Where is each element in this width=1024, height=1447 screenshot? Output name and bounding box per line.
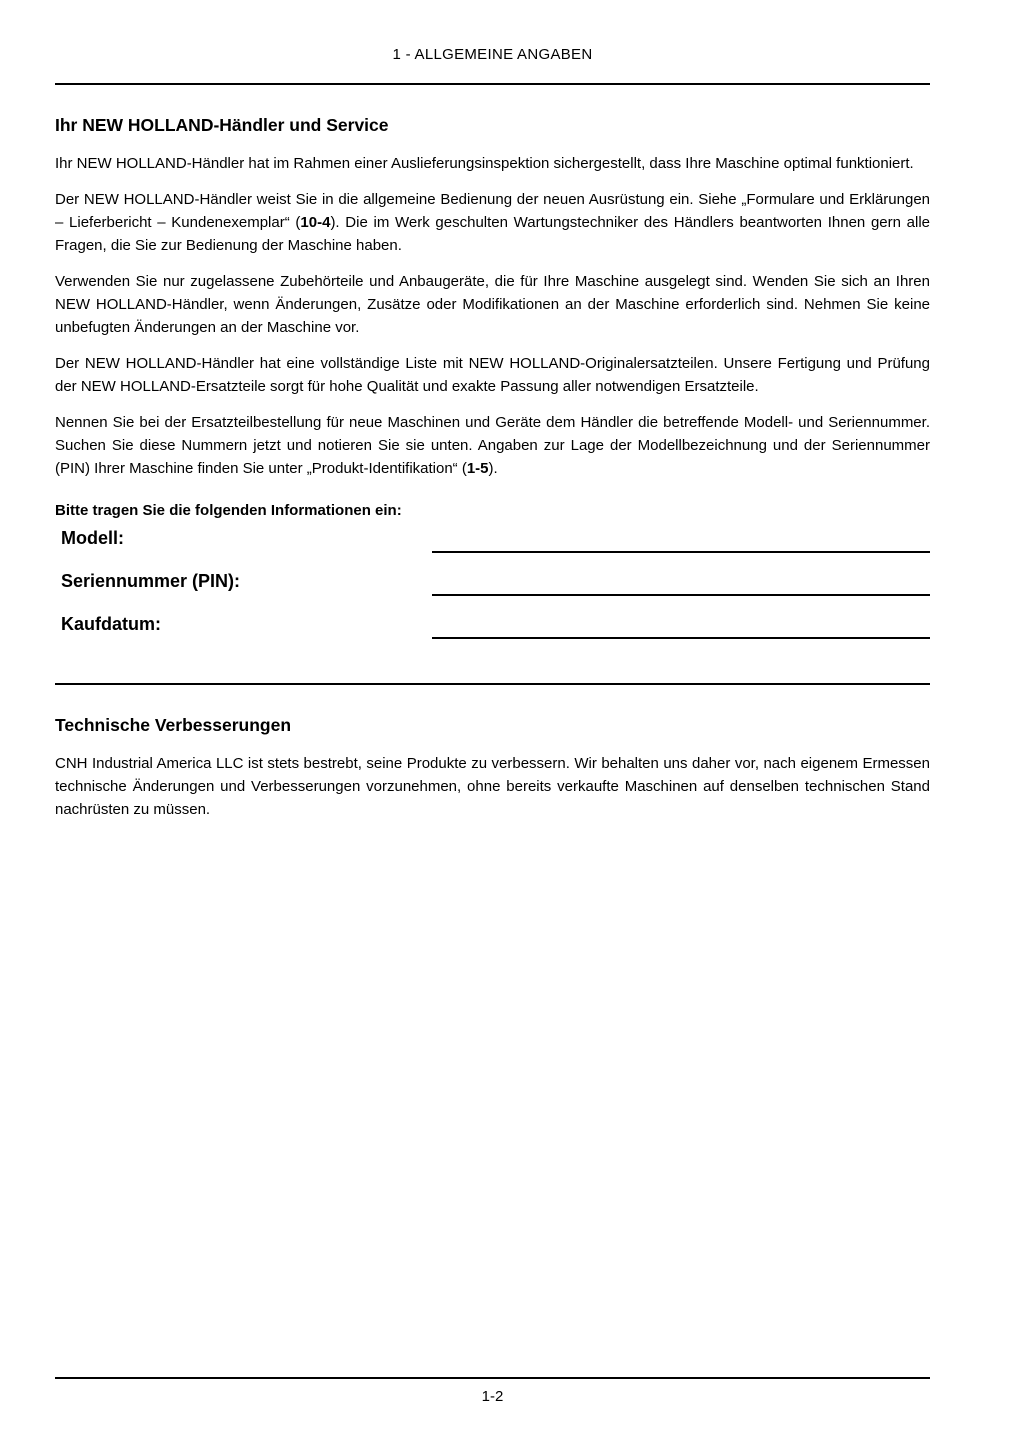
paragraph: CNH Industrial America LLC ist stets bestrebt, seine Produkte zu verbessern. Wir behalten uns daher vor, nach eigenem Ermessen technische Änderungen und Verbesserungen vorzunehmen, ohne bereits verkaufte Maschinen auf denselben technischen Stand nachrüsten zu müssen.	[55, 755, 930, 818]
section-divider-rule	[55, 683, 930, 685]
chapter-title: 1 - ALLGEMEINE ANGABEN	[392, 46, 593, 63]
form-field-seriennummer	[55, 566, 930, 596]
technical-improvements-section	[55, 715, 930, 821]
page-footer	[55, 1377, 930, 1405]
paragraph: Nennen Sie bei der Ersatzteilbestellung für neue Maschinen und Geräte dem Händler die betreffende Modell- und Seriennummer. Suchen Sie diese Nummern jetzt und notieren Sie sie unten. Angaben zur Lage der Modellbezeichnung und der Seriennummer (PIN) Ihrer Maschine finden Sie unter „Produkt-Identifikation“ (1-5).	[55, 414, 930, 477]
page-header	[55, 46, 930, 85]
form-blank-line-seriennummer	[432, 570, 930, 596]
header-rule	[55, 83, 930, 85]
paragraph: Der NEW HOLLAND-Händler weist Sie in die allgemeine Bedienung der neuen Ausrüstung ein. Siehe „Formulare und Erklärungen – Lieferbericht – Kundenexemplar“ (10-4). Die im Werk geschulten Wartungstechniker des Händlers beantworten Ihnen gern alle Fragen, die Sie zur Bedienung der Maschine haben.	[55, 191, 931, 254]
paragraph: Verwenden Sie nur zugelassene Zubehörteile und Anbaugeräte, die für Ihre Maschine ausgelegt sind. Wenden Sie sich an Ihren NEW HOLLAND-Händler, wenn Änderungen, Zusätze oder Modifikationen an der Maschine erforderlich sind. Nehmen Sie keine unbefugten Änderungen an der Maschine vor.	[55, 273, 930, 336]
form-field-modell	[55, 523, 930, 553]
form-label-kaufdatum: Kaufdatum:	[61, 614, 161, 634]
section-title-technical-improvements: Technische Verbesserungen	[55, 715, 292, 735]
section-title-dealer-service: Ihr NEW HOLLAND-Händler und Service	[55, 115, 389, 135]
dealer-service-section	[55, 115, 930, 480]
footer-rule	[55, 1377, 930, 1379]
paragraph: Der NEW HOLLAND-Händler hat eine vollständige Liste mit NEW HOLLAND-Originalersatzteilen. Unsere Fertigung und Prüfung der NEW HOLLAND-Ersatzteile sorgt für hohe Qualität und exakte Passung aller notwendigen Ersatzteile.	[55, 355, 930, 395]
form-label-modell: Modell:	[61, 528, 124, 548]
info-form	[55, 502, 930, 639]
form-label-seriennummer: Seriennummer (PIN):	[61, 571, 241, 591]
paragraph: Ihr NEW HOLLAND-Händler hat im Rahmen einer Auslieferungsinspektion sichergestellt, dass Ihre Maschine optimal funktioniert.	[55, 155, 914, 172]
form-blank-line-kaufdatum	[432, 613, 930, 639]
form-intro-text: Bitte tragen Sie die folgenden Informationen ein:	[55, 502, 402, 519]
page-number: 1-2	[481, 1388, 504, 1405]
form-blank-line-modell	[432, 527, 930, 553]
form-field-kaufdatum	[55, 609, 930, 639]
